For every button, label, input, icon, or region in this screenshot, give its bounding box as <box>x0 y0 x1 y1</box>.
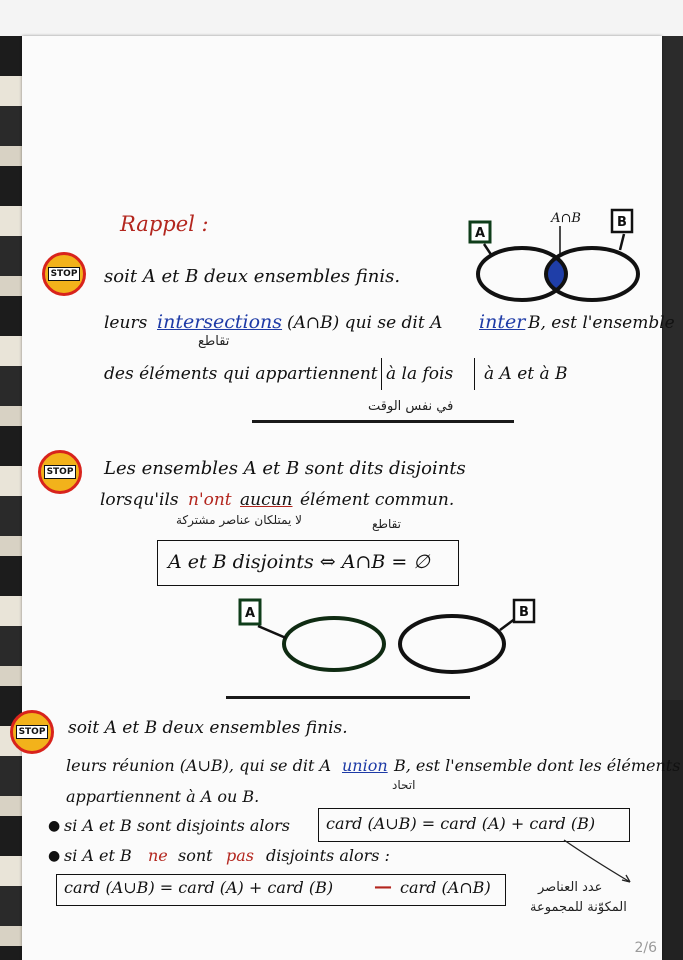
left-background-decoration <box>0 36 22 960</box>
intersection-label: A∩B <box>551 211 581 226</box>
page-number: 2/6 <box>634 940 657 956</box>
section1-line3-a: des éléments qui appartiennent <box>104 364 378 384</box>
section2-line1: Les ensembles A et B sont dits disjoints <box>104 458 466 479</box>
bullet-dot: ● <box>48 818 61 834</box>
arabic-no-common-note: لا يمتلكان عناصر مشتركة <box>176 513 303 527</box>
set-b-label: B <box>519 605 529 620</box>
bullet2-ne: ne <box>148 846 168 865</box>
section3-line1: soit A et B deux ensembles finis. <box>68 718 348 738</box>
set-a-label: A <box>244 606 256 621</box>
section2-aucun: aucun <box>240 490 293 510</box>
right-background-decoration <box>662 700 683 960</box>
disjoint-formula: A et B disjoints ⇔ A∩B = ∅ <box>168 551 430 573</box>
bullet2-sont: sont <box>178 846 213 865</box>
arabic-intersection-note-2: تقاطع <box>372 517 402 531</box>
arabic-same-time-note: في نفس الوقت <box>368 399 454 414</box>
section1-line3-c: à A et à B <box>484 364 568 384</box>
arabic-intersection-note: تقاطع <box>198 334 230 349</box>
formula2-left: card (A∪B) = card (A) + card (B) <box>64 878 334 897</box>
stop-sign-icon: STOP <box>38 450 82 494</box>
section1-intersections: intersections <box>157 311 283 333</box>
set-b-label: B <box>617 215 627 230</box>
bullet2-text-e: disjoints alors : <box>266 846 390 865</box>
section1-line2-mid: (A∩B) qui se dit A <box>287 313 443 333</box>
top-bar <box>0 0 683 36</box>
section3-line2-a: leurs réunion (A∪B), qui se dit A <box>66 756 332 775</box>
section1-line2-end: B, est l'ensemble <box>528 313 675 333</box>
section-divider-2 <box>226 696 470 699</box>
bullet2-pas: pas <box>226 846 254 865</box>
section1-inter: inter <box>479 311 526 333</box>
disjoint-diagram <box>236 598 546 678</box>
section2-nont: n'ont <box>188 490 232 510</box>
formula2-right: card (A∩B) <box>400 878 491 897</box>
rappel-title: Rappel : <box>120 212 209 236</box>
section3-union: union <box>342 756 388 775</box>
section3-line2-c: B, est l'ensemble dont les éléments <box>394 756 681 775</box>
bullet1-text: si A et B sont disjoints alors <box>64 816 291 835</box>
section1-a-la-fois: à la fois <box>386 364 454 384</box>
set-a-label: A <box>474 226 486 241</box>
section1-line2-leurs: leurs <box>104 313 148 333</box>
section-divider-1 <box>252 420 514 423</box>
formula2-minus: — <box>374 876 392 897</box>
intersection-diagram <box>462 204 662 314</box>
bullet1-formula: card (A∪B) = card (A) + card (B) <box>326 814 596 833</box>
arabic-card-note-2: المكوّنة للمجموعة <box>530 900 627 915</box>
bullet2-text-a: si A et B <box>64 846 132 865</box>
set-a-ellipse <box>284 618 384 670</box>
set-b-ellipse <box>400 616 504 672</box>
stop-sign-icon: STOP <box>10 710 54 754</box>
section1-line1: soit A et B deux ensembles finis. <box>104 266 401 287</box>
bullet-dot: ● <box>48 848 61 864</box>
arabic-union-note: اتحاد <box>392 778 416 792</box>
section2-line2-a: lorsqu'ils <box>100 490 179 510</box>
arabic-card-note-1: عدد العناصر <box>538 880 603 895</box>
stop-sign-icon: STOP <box>42 252 86 296</box>
section3-line3: appartiennent à A ou B. <box>66 787 260 806</box>
section2-line2-d: élément commun. <box>300 490 455 510</box>
